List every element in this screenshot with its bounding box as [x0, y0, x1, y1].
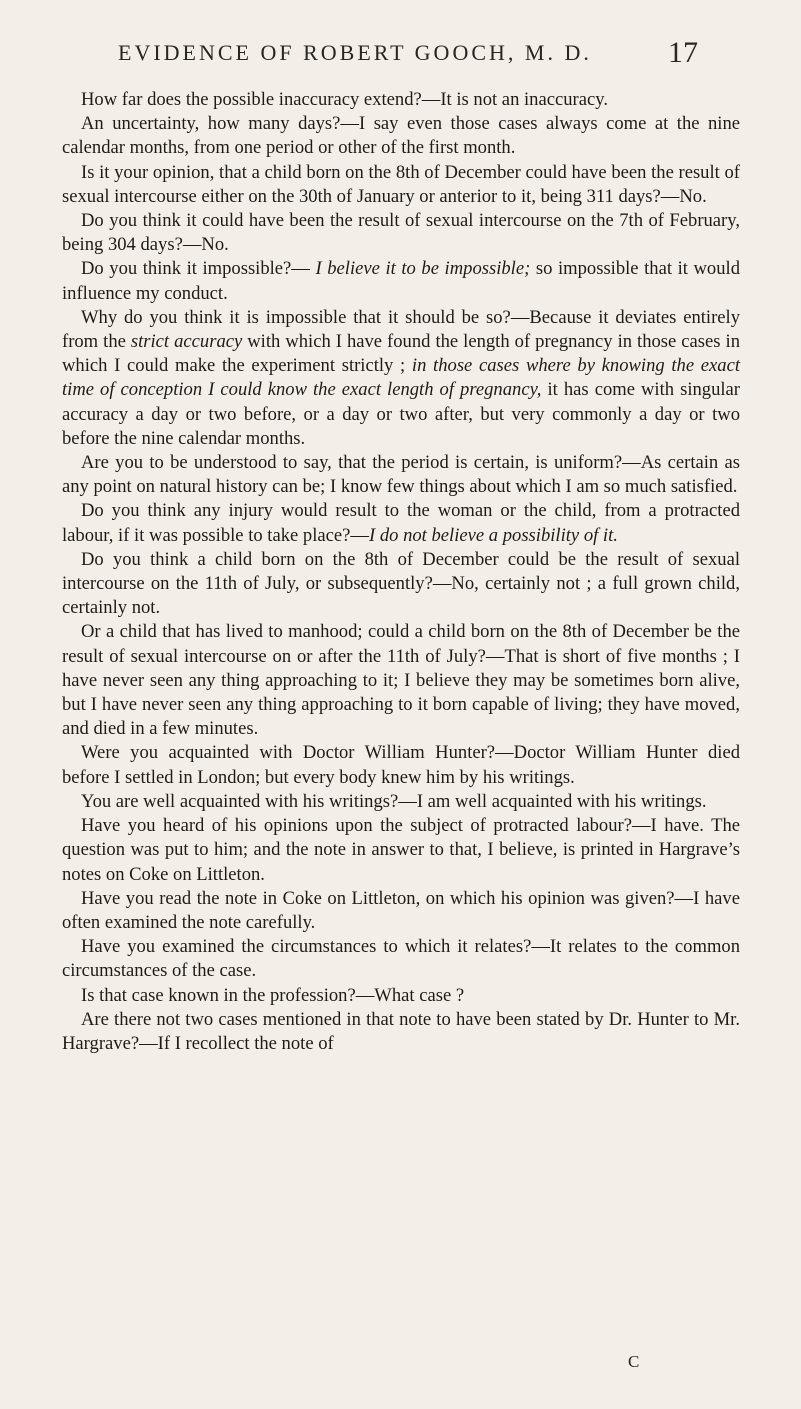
italic-text: in those cases where by knowing the exact time of conception I could know the exact length of pregnancy,	[62, 355, 740, 401]
paragraph	[62, 112, 740, 160]
italic-text: I do not believe a possibility of it.	[369, 524, 618, 546]
text-run: Is it your opinion, that a child born on the 8th of December could have been the result of sexual intercourse either on the 30th of January or anterior to it, being 311 days?—No.	[62, 161, 740, 207]
text-run: with which I have found the length of pregnancy in those cases in which I could make the experiment strictly ;	[62, 331, 740, 377]
text-run: You are well acquainted with his writings?—I am well acquainted with his writings.	[81, 790, 707, 812]
paragraph	[62, 790, 740, 814]
page-header	[0, 36, 801, 80]
paragraph	[62, 887, 740, 935]
paragraph	[62, 1008, 740, 1056]
text-run: Do you think any injury would result to the woman or the child, from a protracted labour, if it was possible to take place?—	[62, 500, 740, 546]
text-run: Have you heard of his opinions upon the subject of protracted labour?—I have. The question was put to him; and the note in answer to that, I believe, is printed in Hargrave’s notes on Coke on Littleton.	[62, 815, 740, 885]
running-head: EVIDENCE OF ROBERT GOOCH, M. D.	[118, 40, 592, 65]
text-run: An uncertainty, how many days?—I say even those cases always come at the nine calendar months, from one period or other of the first month.	[62, 113, 740, 159]
paragraph	[62, 451, 740, 499]
text-run: Is that case known in the profession?—What case ?	[81, 984, 465, 1006]
paragraph	[62, 257, 740, 305]
italic-text: I believe it to be impossible;	[315, 258, 531, 280]
signature-mark: C	[628, 1352, 640, 1371]
text-run: so impossible that it would influence my conduct.	[62, 258, 740, 304]
paragraph	[62, 499, 740, 547]
body-text	[62, 88, 740, 1056]
text-run: it has come with singular accuracy a day or two before, or a day or two after, but very commonly a day or two before the nine calendar months.	[62, 379, 740, 449]
paragraph	[62, 161, 740, 209]
text-run: Are there not two cases mentioned in that note to have been stated by Dr. Hunter to Mr. Hargrave?—If I recollect the note of	[62, 1008, 740, 1054]
paragraph	[62, 935, 740, 983]
text-run: Or a child that has lived to manhood; could a child born on the 8th of December be the result of sexual intercourse on or after the 11th of July?—That is short of five months ; I have never seen any thing approaching to it; I believe they may be sometimes born alive, but I have never seen any thing approaching to it born capable of living; they have moved, and died in a few minutes.	[62, 621, 740, 740]
paragraph	[62, 814, 740, 887]
text-run: Why do you think it is impossible that it should be so?—Because it deviates entirely from the	[62, 306, 740, 353]
paragraph	[62, 306, 740, 451]
italic-text: strict accuracy	[130, 331, 243, 353]
paragraph	[62, 741, 740, 789]
text-run: Do you think it impossible?—	[81, 258, 316, 280]
paragraph	[62, 88, 740, 112]
text-run: How far does the possible inaccuracy extend?—It is not an inaccuracy.	[81, 89, 608, 110]
text-run: Have you examined the circumstances to which it relates?—It relates to the common circumstances of the case.	[62, 936, 740, 982]
paragraph	[62, 548, 740, 621]
paragraph	[62, 209, 740, 257]
text-run: Are you to be understood to say, that the period is certain, is uniform?—As certain as any point on natural history can be; I know few things about which I am so much satisfied.	[62, 452, 740, 498]
paragraph	[62, 984, 740, 1008]
text-run: Were you acquainted with Doctor William Hunter?—Doctor William Hunter died before I settled in London; but every body knew him by his writings.	[62, 742, 740, 788]
text-run: Do you think a child born on the 8th of December could be the result of sexual intercourse on the 11th of July, or subsequently?—No, certainly not ; a full grown child, certainly not.	[62, 548, 740, 619]
text-run: Have you read the note in Coke on Littleton, on which his opinion was given?—I have often examined the note carefully.	[62, 887, 740, 933]
text-run: Do you think it could have been the result of sexual intercourse on the 7th of February, being 304 days?—No.	[62, 210, 740, 256]
paragraph	[62, 620, 740, 741]
page-number: 17	[668, 36, 698, 69]
